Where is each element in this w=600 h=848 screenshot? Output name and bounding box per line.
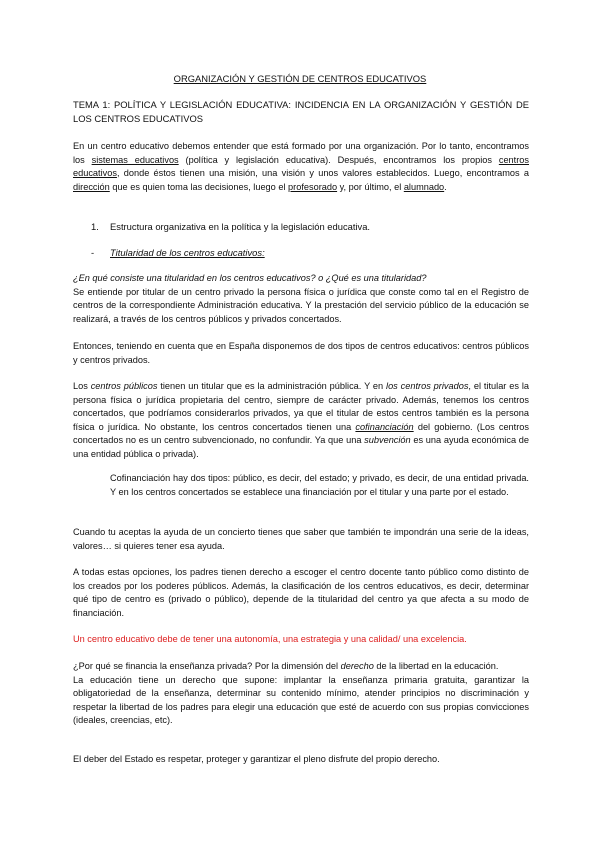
financiacion-paragraph: ¿Por qué se financia la enseñanza privada? Por la dimensión del derecho de la libertad en la educación. La educación tiene un derecho que supone: implantar la enseñanza primaria gratuita, garantizar la obligatoriedad de la enseñanza, determinar su contenido mínimo, atender principios no discriminación y respetar la libertad de los padres para elegir una educación que esté de acuerdo con sus propias convicciones (ideales, creencias, etc). bbox=[73, 661, 529, 725]
term-profesorado: profesorado bbox=[288, 181, 338, 192]
intro-paragraph: En un centro educativo debemos entender que está formado por una organización. Por lo tanto, encontramos los sistemas educativos (política y legislación educativa). Después, encontramos los propios centros educativos, donde éstos tienen una misión, una visión y unos valores establecidos. Luego, encontramos a dirección que es quien toma las decisiones, luego el profesorado y, por último, el alumnado. bbox=[73, 141, 529, 192]
list-item-text: Estructura organizativa en la política y la legislación educativa. bbox=[110, 221, 371, 232]
tipos-centros-paragraph: Entonces, teniendo en cuenta que en España disponemos de dos tipos de centros educativos: centros públicos y centros privados. bbox=[73, 341, 529, 365]
numbered-list-item bbox=[91, 220, 370, 234]
section-subheading: Titularidad de los centros educativos: bbox=[110, 247, 265, 258]
padres-derecho-paragraph: A todas estas opciones, los padres tienen derecho a escoger el centro docente tanto público como distinto de los creados por los poderes públicos. Además, la clasificación de los centros educativos, es decir, determinar qué tipo de centro es (privado o público), depende de la titularidad del centro ya que afecta a su modo de financiación. bbox=[73, 567, 529, 618]
document-title: ORGANIZACIÓN Y GESTIÓN DE CENTROS EDUCATIVOS bbox=[173, 73, 427, 84]
bullet-marker: - bbox=[91, 247, 95, 258]
bullet-list-item bbox=[91, 246, 265, 260]
titularidad-paragraph: ¿En qué consiste una titularidad en los centros educativos? o ¿Qué es una titularidad? Se entiende por titular de un centro privado la persona física o jurídica que conste como tal en el Registro de centros de la correspondiente Administración educativa. Y la prestación del servicio público de la educación se realizará, a través de los centros públicos y privados concertados. bbox=[73, 273, 529, 324]
term-sistemas-educativos: sistemas educativos bbox=[91, 154, 179, 165]
cofinanciacion-paragraph: Cofinanciación hay dos tipos: público, es decir, del estado; y privado, es decir, de una entidad privada. Y en los centros concertados se establece una financiación por el titular y una parte por el estado. bbox=[110, 473, 529, 497]
deber-estado-paragraph: El deber del Estado es respetar, proteger y garantizar el pleno disfrute del propio derecho. bbox=[73, 754, 440, 764]
publicos-privados-paragraph: Los centros públicos tienen un titular que es la administración pública. Y en los centros privados, el titular es la persona física o jurídica propietaria del centro, siempre de carácter privado. Además, tenemos los centros concertados, que podríamos considerarlos privados, ya que el titular de estos centros también es la persona física o jurídica. No obstante, los centros concertados tienen una cofinanciación del gobierno. (Los centros concertados no es un centro subvencionado, no confundir. Ya que una subvención es una ayuda económica de una entidad pública o privada). bbox=[73, 381, 529, 459]
term-direccion: dirección bbox=[73, 181, 110, 192]
concierto-paragraph: Cuando tu aceptas la ayuda de un concierto tienes que saber que también te impondrán una serie de la ideas, valores… si quieres tener esa ayuda. bbox=[73, 527, 529, 551]
term-alumnado: alumnado bbox=[403, 181, 445, 192]
highlight-paragraph: Un centro educativo debe de tener una autonomía, una estrategia y una calidad/ una excelencia. bbox=[73, 634, 467, 644]
list-number: 1. bbox=[91, 221, 99, 232]
term-centros-educativos: centros educativos bbox=[73, 154, 529, 178]
term-cofinanciacion: cofinanciación bbox=[355, 421, 414, 432]
tema-heading: TEMA 1: POLÍTICA Y LEGISLACIÓN EDUCATIVA: INCIDENCIA EN LA ORGANIZACIÓN Y GESTIÓN DE LOS CENTROS EDUCATIVOS bbox=[73, 99, 529, 124]
question-text: ¿En qué consiste una titularidad en los centros educativos? o ¿Qué es una titularidad? bbox=[73, 273, 427, 283]
